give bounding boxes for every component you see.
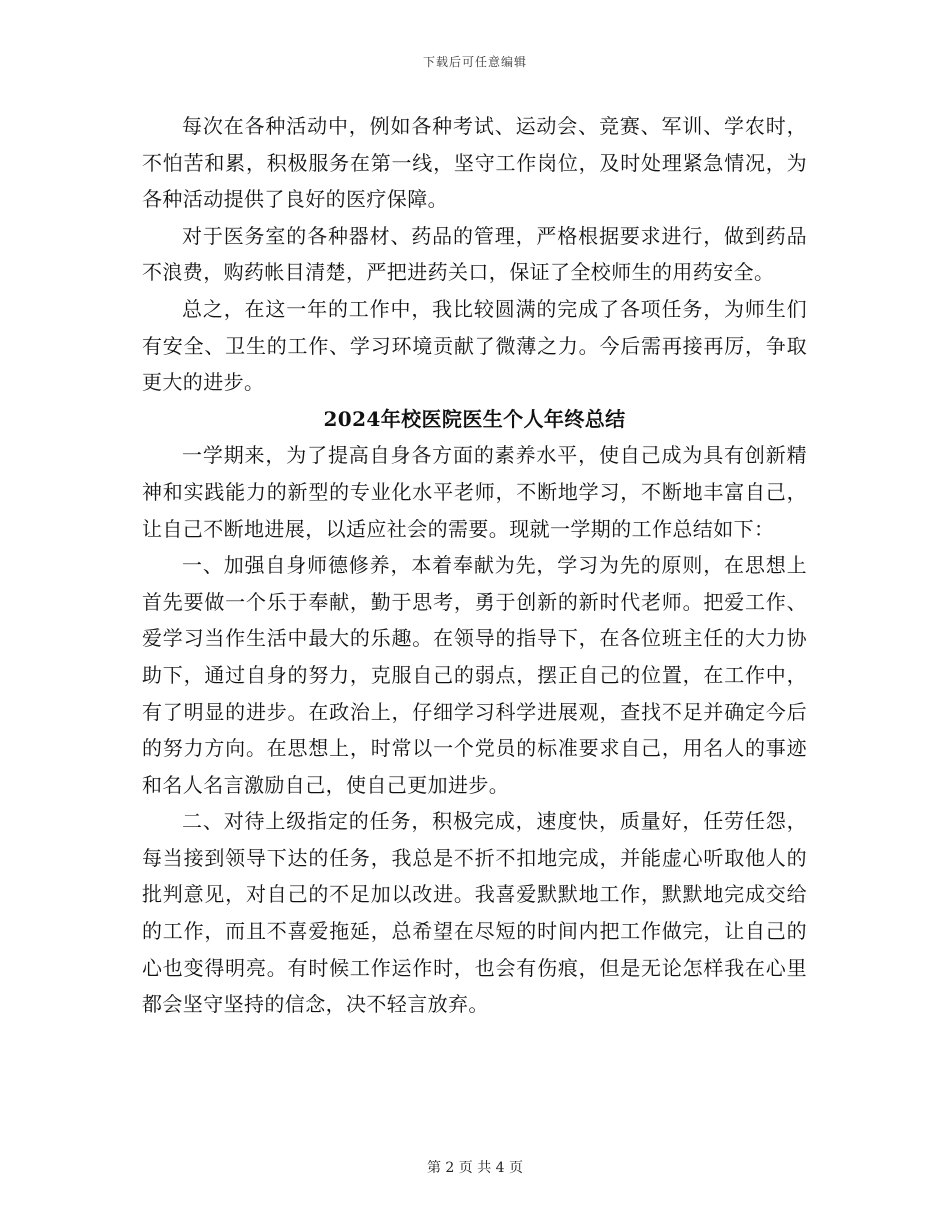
page-header: 下载后可任意编辑 — [422, 55, 527, 69]
section-title: 2024年校医院医生个人年终总结 — [323, 406, 626, 431]
paragraph-conclusion: 总之，在这一年的工作中，我比较圆满的完成了各项任务，为师生们有安全、卫生的工作、学习环境贡献了微薄之力。今后需再接再厉，争取更大的进步。 — [142, 296, 807, 395]
paragraph-intro: 一学期来，为了提高自身各方面的素养水平，使自己成为具有创新精神和实践能力的新型的专业化水平老师，不断地学习，不断地丰富自己，让自己不断地进展，以适应社会的需要。现就一学期的工作总结如下： — [142, 443, 807, 541]
paragraph-medicine-management: 对于医务室的各种器材、药品的管理，严格根据要求进行，做到药品不浪费，购药帐目清楚，严把进药关口，保证了全校师生的用药安全。 — [142, 223, 807, 285]
paragraph-point-two: 二、对待上级指定的任务，积极完成，速度快，质量好，任劳任怨，每当接到领导下达的任务，我总是不折不扣地完成，并能虚心听取他人的批判意见，对自己的不足加以改进。我喜爱默默地工作，默默地完成交给的工作，而且不喜爱拖延，总希望在尽短的时间内把工作做完，让自己的心也变得明亮。有时候工作运作时，也会有伤痕，但是无论怎样我在心里都会坚守坚持的信念，决不轻言放弃。 — [142, 809, 807, 1017]
paragraph-point-one: 一、加强自身师德修养，本着奉献为先，学习为先的原则，在思想上首先要做一个乐于奉献，勤于思考，勇于创新的新时代老师。把爱工作、爱学习当作生活中最大的乐趣。在领导的指导下，在各位班主任的大力协助下，通过自身的努力，克服自己的弱点，摆正自己的位置，在工作中，有了明显的进步。在政治上，仔细学习科学进展观，查找不足并确定今后的努力方向。在思想上，时常以一个党员的标准要求自己，用名人的事迹和名人名言激励自己，使自己更加进步。 — [142, 553, 807, 797]
document-body — [142, 108, 807, 1023]
page-number-footer: 第 2 页 共 4 页 — [426, 1160, 524, 1176]
paragraph-activities: 每次在各种活动中，例如各种考试、运动会、竞赛、军训、学农时，不怕苦和累，积极服务在第一线，坚守工作岗位，及时处理紧急情况，为各种活动提供了良好的医疗保障。 — [142, 114, 807, 212]
